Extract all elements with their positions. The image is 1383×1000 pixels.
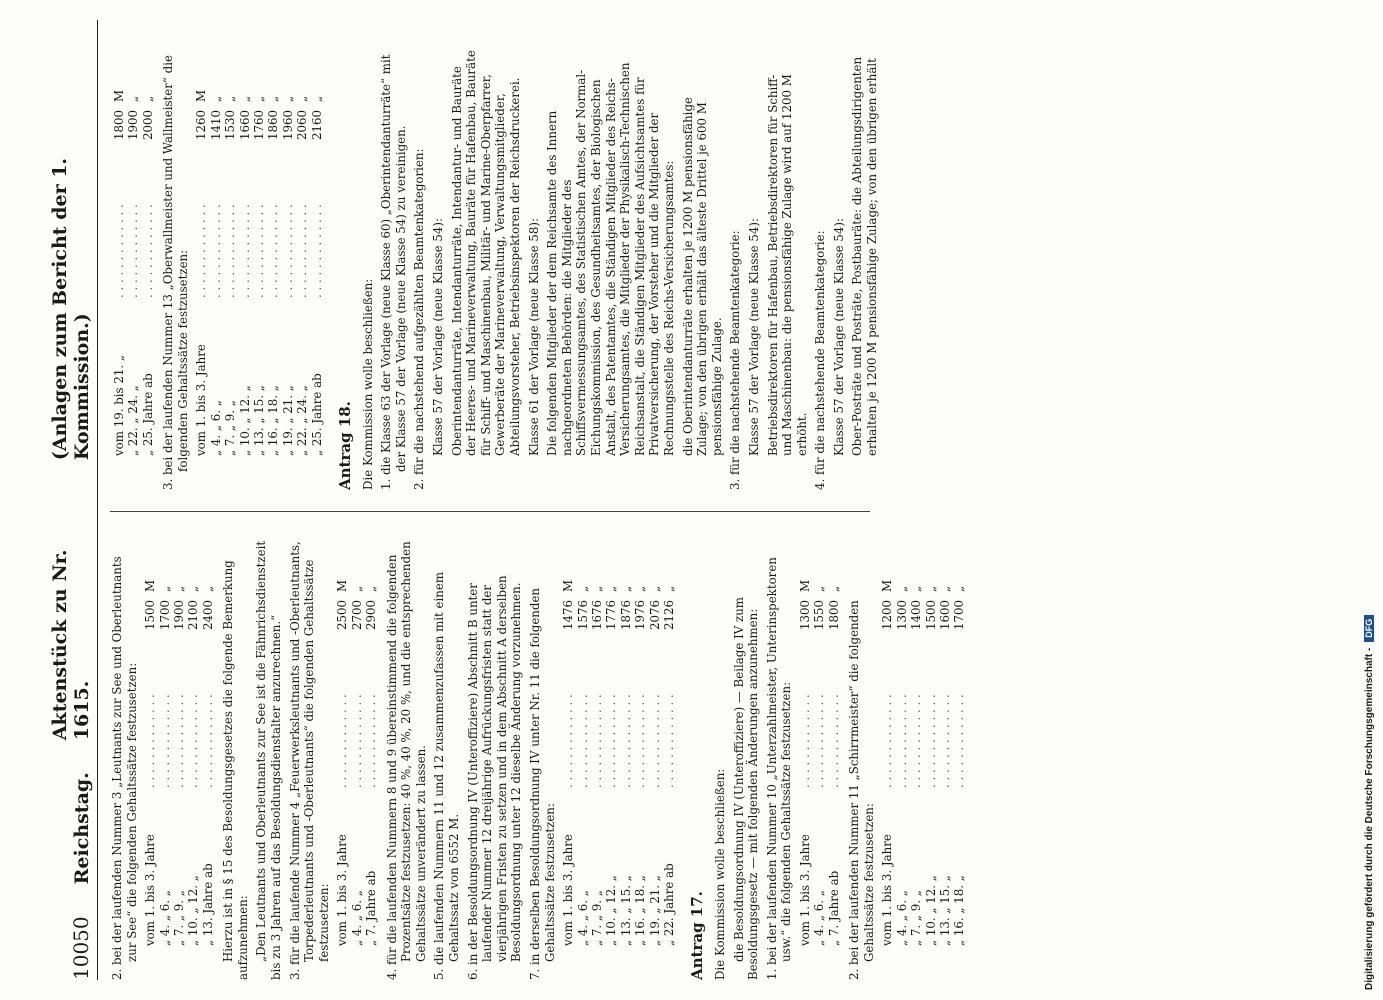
- leader-dots: . . . . . . . . . . . . .: [909, 694, 924, 788]
- salary-unit: „: [647, 585, 662, 592]
- leader-dots: . . . . . . . . . . . . .: [894, 694, 909, 788]
- salary-unit: „: [661, 585, 676, 592]
- salary-range: vom 1. bis 3. Jahre: [143, 834, 158, 946]
- salary-row: [141, 80, 155, 460]
- salary-range: „ 13. Jahre ab: [200, 863, 215, 946]
- salary-row: [604, 570, 618, 950]
- salary-range: „ 22. Jahre ab: [661, 863, 676, 946]
- leader-dots: . . . . . . . . . . . . .: [172, 694, 186, 788]
- salary-range: „ 4. „ 6. „: [349, 890, 364, 946]
- salary-row: [209, 80, 223, 460]
- leader-dots: . . . . . . . . . . . . .: [937, 694, 952, 788]
- salary-row: [924, 570, 938, 950]
- salary-range: „ 25. Jahre ab: [309, 373, 324, 456]
- salary-unit: „: [208, 95, 223, 102]
- salary-amount: 1900: [172, 600, 186, 631]
- salary-unit: „: [575, 585, 590, 592]
- salary-range: „ 10. „ 12. „: [604, 875, 619, 946]
- salary-unit: M: [143, 579, 158, 592]
- salary-unit: M: [112, 89, 126, 102]
- salary-amount: 1300: [797, 600, 812, 631]
- left-column: [110, 540, 1280, 980]
- salary-row: [880, 570, 894, 950]
- leader-dots: . . . . . . . . . . . . .: [200, 694, 215, 788]
- salary-row: [126, 80, 140, 460]
- salary-unit: „: [309, 95, 324, 102]
- leader-dots: . . . . . . . . . . . . .: [349, 694, 364, 788]
- header-left-title: Reichstag.: [71, 772, 93, 885]
- salary-amount: 1800: [112, 110, 126, 141]
- salary-range: „ 22. „ 24. „: [295, 385, 310, 456]
- leader-dots: . . . . . . . . . . . . .: [618, 694, 633, 788]
- class-label: Klasse 57 der Vorlage (neue Klasse 54):: [746, 218, 761, 456]
- salary-unit: „: [266, 95, 281, 102]
- salary-unit: „: [923, 585, 938, 592]
- digitization-note: [1362, 10, 1376, 990]
- salary-amount: 1200: [880, 600, 895, 631]
- salary-amount: 1700: [157, 600, 172, 631]
- salary-amount: 1500: [923, 600, 938, 631]
- salary-unit: „: [186, 585, 201, 592]
- salary-unit: „: [172, 585, 186, 592]
- salary-range: „ 4. „ 6. „: [812, 890, 827, 946]
- salary-unit: M: [880, 579, 895, 592]
- paragraph: 3. für die nachstehende Beamtenkategorie:: [728, 230, 743, 490]
- paragraph: 2. für die nachstehend aufgezählten Beamtenkategorien:: [412, 148, 427, 490]
- salary-amount: 2900: [364, 600, 379, 631]
- salary-row: [238, 80, 252, 460]
- salary-row: [561, 570, 575, 950]
- salary-amount: 2126: [661, 600, 676, 631]
- leader-dots: . . . . . . . . . . . . .: [633, 694, 648, 788]
- salary-range: „ 19. „ 21. „: [647, 875, 662, 946]
- paragraph: 7. in derselben Besoldungsordnung IV unter Nr. 11 die folgenden Gehaltssätze festzusetzen:: [527, 587, 557, 980]
- leader-dots: . . . . . . . . . . . . .: [335, 694, 350, 788]
- salary-range: „ 16. „ 18. „: [266, 385, 281, 456]
- salary-table: [194, 80, 324, 460]
- header-center-title: Aktenstück zu Nr. 1615.: [49, 549, 93, 741]
- salary-unit: „: [140, 95, 155, 102]
- salary-row: [266, 80, 280, 460]
- salary-row: [827, 570, 841, 950]
- leader-dots: . . . . . . . . . . . . .: [309, 204, 324, 298]
- salary-range: „ 10. „ 12. „: [923, 875, 938, 946]
- paragraph: die Oberintendanturräte erhalten je 1200 M pensionsfähige Zulage; von den übrigen erhält das älteste Drittel je 600 M pensionsfähige Zulage.: [680, 97, 724, 456]
- salary-range: „ 7. „ 9. „: [172, 890, 186, 946]
- salary-unit: „: [633, 585, 648, 592]
- salary-unit: M: [335, 579, 350, 592]
- salary-range: „ 16. „ 18. „: [633, 875, 648, 946]
- paragraph: 4. für die nachstehende Beamtenkategorie:: [813, 230, 828, 490]
- salary-unit: „: [909, 585, 924, 592]
- salary-range: „ 7. Jahre ab: [364, 870, 379, 946]
- leader-dots: . . . . . . . . . . . . .: [295, 204, 310, 298]
- salary-amount: 1900: [126, 110, 141, 141]
- salary-table: [112, 80, 155, 460]
- salary-amount: 1410: [208, 110, 223, 141]
- paragraph: 1. die Klasse 63 der Vorlage (neue Klasse 60) „Oberintendanturräte“ mit der Klasse 57 der Vorlage (neue Klasse 54) zu vereinigen.: [379, 54, 408, 490]
- salary-unit: „: [280, 95, 295, 102]
- salary-range: „ 7. „ 9. „: [589, 890, 604, 946]
- paragraph: 1. bei der laufenden Nummer 10 „Unterzahlmeister, Unterinspektoren usw.“ die folgenden Gehaltssätze festzusetzen:: [764, 557, 794, 980]
- leader-dots: . . . . . . . . . . . . .: [157, 694, 172, 788]
- salary-row: [952, 570, 966, 950]
- salary-amount: 2400: [200, 600, 215, 631]
- salary-row: [186, 570, 200, 950]
- salary-unit: „: [812, 585, 827, 592]
- salary-range: „ 7. „ 9. „: [909, 890, 924, 946]
- salary-row: [662, 570, 676, 950]
- paragraph: 6. in der Besoldungsordnung IV (Unteroffiziere) Abschnitt B unter laufender Nummer 12 dreijährige Aufrückungsfristen statt der vierjährigen Fristen zu setzen und in dem Abschnitt A derselben Besoldungsordnung unter 12 dieselbe Änderung vorzunehmen.: [465, 575, 524, 980]
- salary-amount: 2100: [186, 600, 201, 631]
- salary-amount: 1500: [143, 600, 158, 631]
- salary-row: [194, 80, 208, 460]
- page-header: [49, 20, 98, 980]
- leader-dots: . . . . . . . . . . . . .: [561, 694, 576, 788]
- salary-unit: „: [200, 585, 215, 592]
- salary-table: [143, 570, 215, 950]
- paragraph: Hierzu ist in § 15 des Besoldungsgesetzes die folgende Bemerkung aufzunehmen:: [221, 560, 250, 980]
- salary-row: [895, 570, 909, 950]
- salary-table: [798, 570, 841, 950]
- leader-dots: . . . . . . . . . . . . .: [252, 204, 267, 298]
- salary-unit: „: [826, 585, 841, 592]
- salary-range: „ 19. „ 21. „: [280, 385, 295, 456]
- leader-dots: . . . . . . . . . . . . .: [208, 204, 223, 298]
- salary-range: „ 4. „ 6. „: [157, 890, 172, 946]
- leader-dots: . . . . . . . . . . . . .: [797, 694, 812, 788]
- salary-amount: 1760: [252, 110, 267, 141]
- paragraph: 3. bei der laufenden Nummer 13 „Oberwallmeister und Wallmeister“ die folgenden Gehaltssätze festzusetzen:: [161, 55, 190, 490]
- salary-row: [223, 80, 237, 460]
- leader-dots: . . . . . . . . . . . . .: [266, 204, 281, 298]
- salary-unit: „: [589, 585, 604, 592]
- salary-unit: „: [157, 585, 172, 592]
- salary-row: [590, 570, 604, 950]
- salary-amount: 1860: [266, 110, 281, 141]
- salary-unit: „: [604, 585, 619, 592]
- salary-table: [335, 570, 378, 950]
- salary-unit: M: [194, 89, 209, 102]
- salary-amount: 1260: [194, 110, 209, 141]
- paragraph: 5. die laufenden Nummern 11 und 12 zusammenzufassen mit einem Gehaltssatz von 6552 M.: [432, 571, 461, 980]
- salary-range: „ 4. „ 6. „: [894, 890, 909, 946]
- salary-amount: 1530: [223, 110, 238, 141]
- salary-unit: „: [237, 95, 252, 102]
- salary-amount: 1976: [633, 600, 648, 631]
- salary-unit: „: [126, 95, 141, 102]
- salary-row: [364, 570, 378, 950]
- leader-dots: . . . . . . . . . . . . .: [923, 694, 938, 788]
- paragraph: 2. bei der laufenden Nummer 11 „Schirrmeister“ die folgenden Gehaltssätze festzusetzen:: [847, 600, 876, 980]
- leader-dots: . . . . . . . . . . . . .: [186, 694, 201, 788]
- leader-dots: . . . . . . . . . . . . .: [589, 694, 604, 788]
- leader-dots: . . . . . . . . . . . . .: [223, 204, 238, 298]
- salary-amount: 1300: [894, 600, 909, 631]
- salary-range: „ 4. „ 6. „: [208, 400, 223, 456]
- leader-dots: . . . . . . . . . . . . .: [604, 694, 619, 788]
- salary-unit: M: [561, 579, 576, 592]
- salary-unit: „: [295, 95, 310, 102]
- salary-range: „ 7. „ 9. „: [223, 400, 238, 456]
- salary-unit: M: [797, 579, 812, 592]
- salary-amount: 2076: [647, 600, 662, 631]
- salary-amount: 1960: [280, 110, 295, 141]
- salary-unit: „: [952, 585, 967, 592]
- salary-unit: „: [937, 585, 952, 592]
- salary-range: „ 13. „ 15. „: [618, 875, 633, 946]
- leader-dots: . . . . . . . . . . . . .: [812, 694, 827, 788]
- paragraph: Ober-Posträte und Posträte, Postbauräte: die Abteilungsdirigenten erhalten je 1200 M pensionsfähige Zulage; von den übrigen erhält: [850, 56, 880, 456]
- salary-amount: 1576: [575, 600, 590, 631]
- leader-dots: . . . . . . . . . . . . .: [280, 204, 295, 298]
- salary-unit: „: [894, 585, 909, 592]
- salary-row: [112, 80, 126, 460]
- salary-row: [648, 570, 662, 950]
- paragraph: 2. bei der laufenden Nummer 3 „Leutnants zur See und Oberleutnants zur See“ die folgenden Gehaltssätze festzusetzen:: [110, 556, 139, 980]
- leader-dots: . . . . . . . . . . . . .: [826, 694, 841, 788]
- paragraph: 3. für die laufende Nummer 4 „Feuerwerksleutnants und -Oberleutnants, Torpederleutnants und -Oberleutnants“ die folgenden Gehaltssätze festzusetzen:: [287, 541, 331, 980]
- paragraph: 4. für die laufenden Nummern 8 und 9 übereinstimmend die folgenden Prozentsätze festzusetzen: 40 %, 40 %, 20 %, und die entsprechenden Gehaltssätze unverändert zu lassen.: [384, 541, 428, 980]
- salary-amount: 1660: [237, 110, 252, 141]
- salary-amount: 2060: [295, 110, 310, 141]
- salary-amount: 1776: [604, 600, 619, 631]
- salary-amount: 2160: [309, 110, 324, 141]
- salary-unit: „: [252, 95, 267, 102]
- salary-row: [798, 570, 812, 950]
- paragraph: die Besoldungsordnung IV (Unteroffiziere) — Beilage IV zum Besoldungsgesetz — mit folgenden Änderungen anzunehmen:: [731, 597, 761, 980]
- salary-range: „ 22. „ 24. „: [126, 385, 141, 456]
- leader-dots: . . . . . . . . . . . . .: [364, 694, 379, 788]
- salary-amount: 1800: [826, 600, 841, 631]
- salary-amount: 1676: [589, 600, 604, 631]
- salary-range: „ 25. Jahre ab: [140, 373, 155, 456]
- salary-range: vom 1. bis 3. Jahre: [880, 834, 895, 946]
- salary-range: „ 4. „ 6. „: [575, 890, 590, 946]
- leader-dots: . . . . . . . . . . . . .: [661, 694, 676, 788]
- antrag-heading: Antrag 17.: [688, 891, 707, 980]
- salary-amount: 1700: [952, 600, 967, 631]
- paragraph: Betriebsdirektoren für Hafenbau, Betriebsdirektoren für Schiff- und Maschinenbau: die pensionsfähige Zulage wird auf 1200 M erhöht.: [765, 74, 809, 456]
- salary-row: [335, 570, 349, 950]
- leader-dots: . . . . . . . . . . . . .: [143, 694, 158, 788]
- salary-range: „ 13. „ 15. „: [252, 385, 267, 456]
- salary-unit: „: [618, 585, 633, 592]
- salary-range: „ 7. Jahre ab: [826, 870, 841, 946]
- class-label: Klasse 57 der Vorlage (neue Klasse 54):: [431, 218, 446, 456]
- salary-range: „ 16. „ 18. „: [952, 875, 967, 946]
- salary-amount: 1400: [909, 600, 924, 631]
- salary-range: vom 1. bis 3. Jahre: [335, 834, 350, 946]
- salary-row: [281, 80, 295, 460]
- salary-amount: 1600: [937, 600, 952, 631]
- salary-amount: 1550: [812, 600, 827, 631]
- salary-row: [909, 570, 923, 950]
- paragraph: Die Kommission wolle beschließen:: [360, 278, 375, 490]
- salary-range: „ 13. „ 15. „: [937, 875, 952, 946]
- leader-dots: . . . . . . . . . . . . .: [194, 204, 209, 298]
- salary-row: [201, 570, 215, 950]
- salary-amount: 1476: [561, 600, 576, 631]
- leader-dots: . . . . . . . . . . . . .: [140, 204, 155, 298]
- page-number: 10050: [69, 916, 93, 980]
- class-label: Klasse 61 der Vorlage (neue Klasse 58):: [526, 218, 541, 456]
- leader-dots: . . . . . . . . . . . . .: [237, 204, 252, 298]
- paragraph: Oberintendanturräte, Intendanturräte, Intendantur- und Bauräte der Heeres- und Marineverwaltung, Bauräte für Hafenbau, Bauräte für Schiff- und Maschinenbau, Militär- und Marine-Oberpfarrer, Gewerberäte der Marineverwaltung, Verwaltungsmitglieder, Abteilungsvorsteher, Betriebsinspektoren der Reichsdruckerei.: [449, 50, 522, 456]
- salary-range: vom 19. bis 21. „: [112, 355, 126, 456]
- column-divider: [110, 511, 870, 512]
- salary-unit: „: [223, 95, 238, 102]
- leader-dots: . . . . . . . . . . . . .: [575, 694, 590, 788]
- salary-unit: „: [364, 585, 379, 592]
- salary-row: [812, 570, 826, 950]
- salary-range: vom 1. bis 3. Jahre: [194, 344, 209, 456]
- salary-range: „ 10. „ 12. „: [186, 875, 201, 946]
- salary-row: [619, 570, 633, 950]
- salary-range: „ 10. „ 12. „: [237, 385, 252, 456]
- salary-unit: „: [349, 585, 364, 592]
- salary-amount: 1876: [618, 600, 633, 631]
- antrag-heading: Antrag 18.: [336, 401, 355, 490]
- salary-range: vom 1. bis 3. Jahre: [561, 834, 576, 946]
- right-column: [110, 50, 1280, 490]
- leader-dots: . . . . . . . . . . . . .: [126, 204, 141, 298]
- salary-row: [350, 570, 364, 950]
- salary-row: [158, 570, 172, 950]
- salary-row: [252, 80, 266, 460]
- quote: „Den Leutnants und Oberleutnants zur See ist die Fähnrichsdienstzeit bis zu 3 Jahren auf das Besoldungsdienstalter anzurechnen.“: [254, 540, 283, 980]
- salary-row: [938, 570, 952, 950]
- leader-dots: . . . . . . . . . . . . .: [647, 694, 662, 788]
- paragraph: Die Kommission wolle beschließen:: [712, 768, 727, 980]
- salary-row: [295, 80, 309, 460]
- salary-table: [880, 570, 966, 950]
- dfg-logo: DFG: [1364, 615, 1374, 642]
- paragraph: Die folgenden Mitglieder der dem Reichsamte des Innern nachgeordneten Behörden: die Mitglieder des Schiffsvermessungsamtes, des Statistischen Amtes, der Normal-Eichungskommission, des Gesundheitsamtes, der Biologischen Anstalt, des Patentamtes, die Ständigen Mitglieder des Reichs-Versicherungsamtes, die Mitglieder der Physikalisch-Technischen Reichsanstalt, die Ständigen Mitglieder des Aufsichtsamtes für Privatversicherung, der Vorsteher und die Mitglieder der Rechnungsstelle des Reichs-Versicherungsamtes:: [545, 62, 676, 456]
- salary-row: [576, 570, 590, 950]
- digitization-text: Digitalisierung gefördert durch die Deutsche Forschungsgemeinschaft -: [1363, 647, 1375, 990]
- header-right-title: (Anlagen zum Bericht der 1. Kommission.): [49, 157, 93, 461]
- salary-amount: 2700: [349, 600, 364, 631]
- salary-range: vom 1. bis 3. Jahre: [797, 834, 812, 946]
- salary-row: [633, 570, 647, 950]
- salary-table: [561, 570, 676, 950]
- class-label: Klasse 57 der Vorlage (neue Klasse 54):: [831, 218, 846, 456]
- salary-row: [143, 570, 157, 950]
- leader-dots: . . . . . . . . . . . . .: [880, 694, 895, 788]
- salary-amount: 2000: [140, 110, 155, 141]
- salary-row: [310, 80, 324, 460]
- salary-amount: 2500: [335, 600, 350, 631]
- leader-dots: . . . . . . . . . . . . .: [112, 204, 126, 298]
- salary-row: [172, 570, 186, 950]
- leader-dots: . . . . . . . . . . . . .: [952, 694, 967, 788]
